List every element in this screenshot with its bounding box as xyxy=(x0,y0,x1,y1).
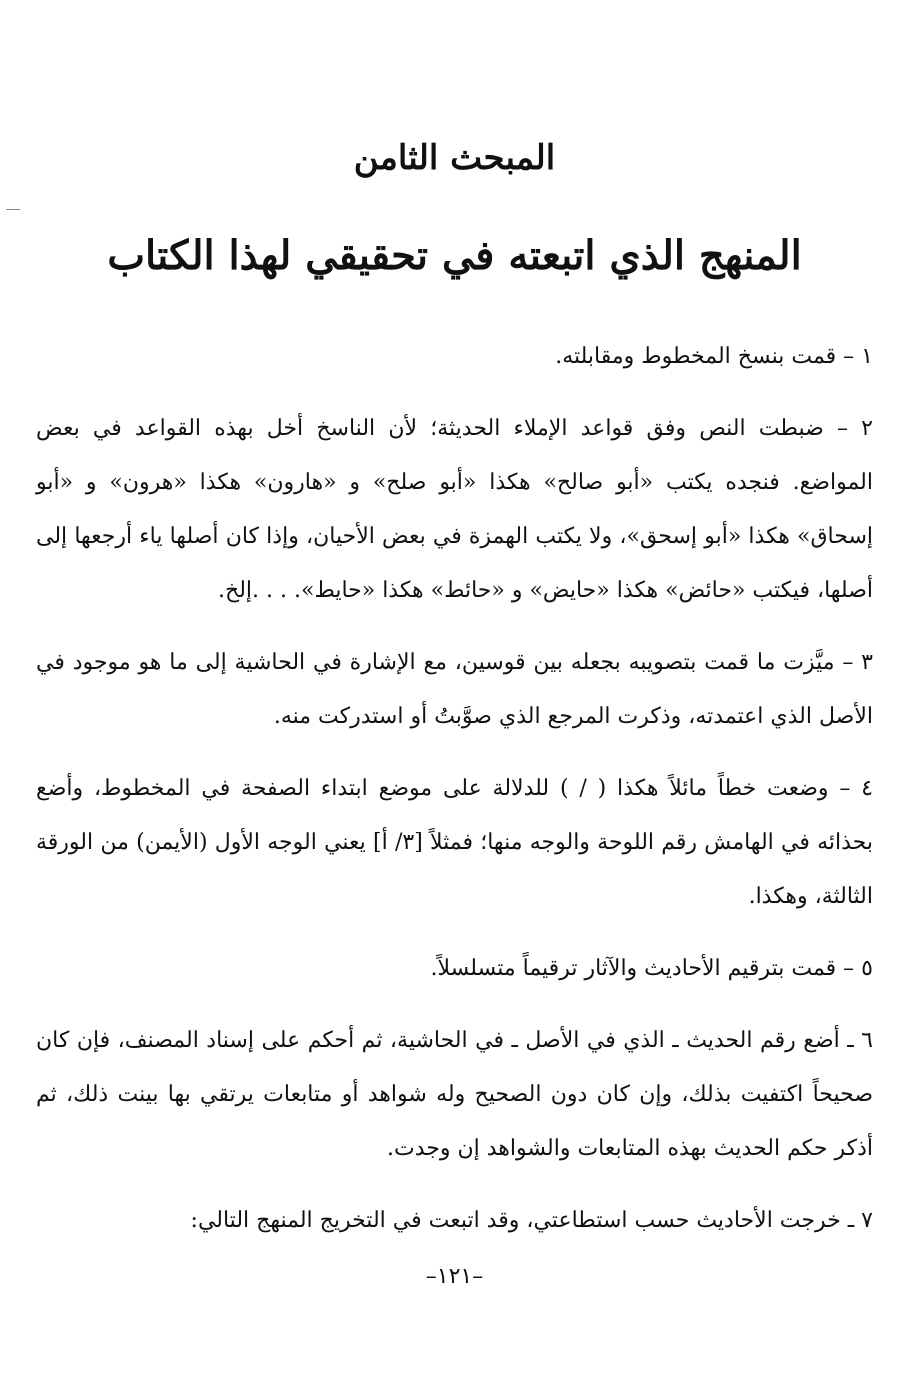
paragraph-3: ٣ – ميَّزت ما قمت بتصويبه بجعله بين قوسين، مع الإشارة في الحاشية إلى ما هو موجود في الأصل الذي اعتمدته، وذكرت المرجع الذي صوَّبتُ أو استدركت منه. xyxy=(36,650,873,729)
paragraph-5: ٥ – قمت بترقيم الأحاديث والآثار ترقيماً متسلسلاً. xyxy=(430,956,873,981)
section-label: المبحث الثامن xyxy=(353,138,556,178)
chapter-title: المنهج الذي اتبعته في تحقيقي لهذا الكتاب xyxy=(107,232,802,279)
body-text xyxy=(36,330,873,1248)
paragraph-4: ٤ – وضعت خطاً مائلاً هكذا ( / ) للدلالة على موضع ابتداء الصفحة في المخطوط، وأضع بحذائه في الهامش رقم اللوحة والوجه منها؛ فمثلاً [٣/ أ] يعني الوجه الأول (الأيمن) من الورقة الثالثة، وهكذا. xyxy=(36,776,873,909)
scan-edge-mark xyxy=(6,209,20,210)
paragraph-7: ٧ ـ خرجت الأحاديث حسب استطاعتي، وقد اتبعت في التخريج المنهج التالي: xyxy=(190,1208,873,1233)
page-number: –١٢١– xyxy=(425,1264,484,1289)
paragraph-2: ٢ – ضبطت النص وفق قواعد الإملاء الحديثة؛ لأن الناسخ أخل بهذه القواعد في بعض المواضع. فنجده يكتب «أبو صالح» هكذا «أبو صلح» و «هارون» هكذا «هرون» و «أبو إسحاق» هكذا «أبو إسحق»، ولا يكتب الهمزة في بعض الأحيان، وإذا كان أصلها ياء أرجعها إلى أصلها، فيكتب «حائض» هكذا «حايض» و «حائط» هكذا «حايط». . . .إلخ. xyxy=(36,416,873,603)
paragraph-6: ٦ ـ أضع رقم الحديث ـ الذي في الأصل ـ في الحاشية، ثم أحكم على إسناد المصنف، فإن كان صحيحاً اكتفيت بذلك، وإن كان دون الصحيح وله شواهد أو متابعات يرتقي بها بينت ذلك، ثم أذكر حكم الحديث بهذه المتابعات والشواهد إن وجدت. xyxy=(36,1028,873,1161)
paragraph-1: ١ – قمت بنسخ المخطوط ومقابلته. xyxy=(555,344,873,369)
